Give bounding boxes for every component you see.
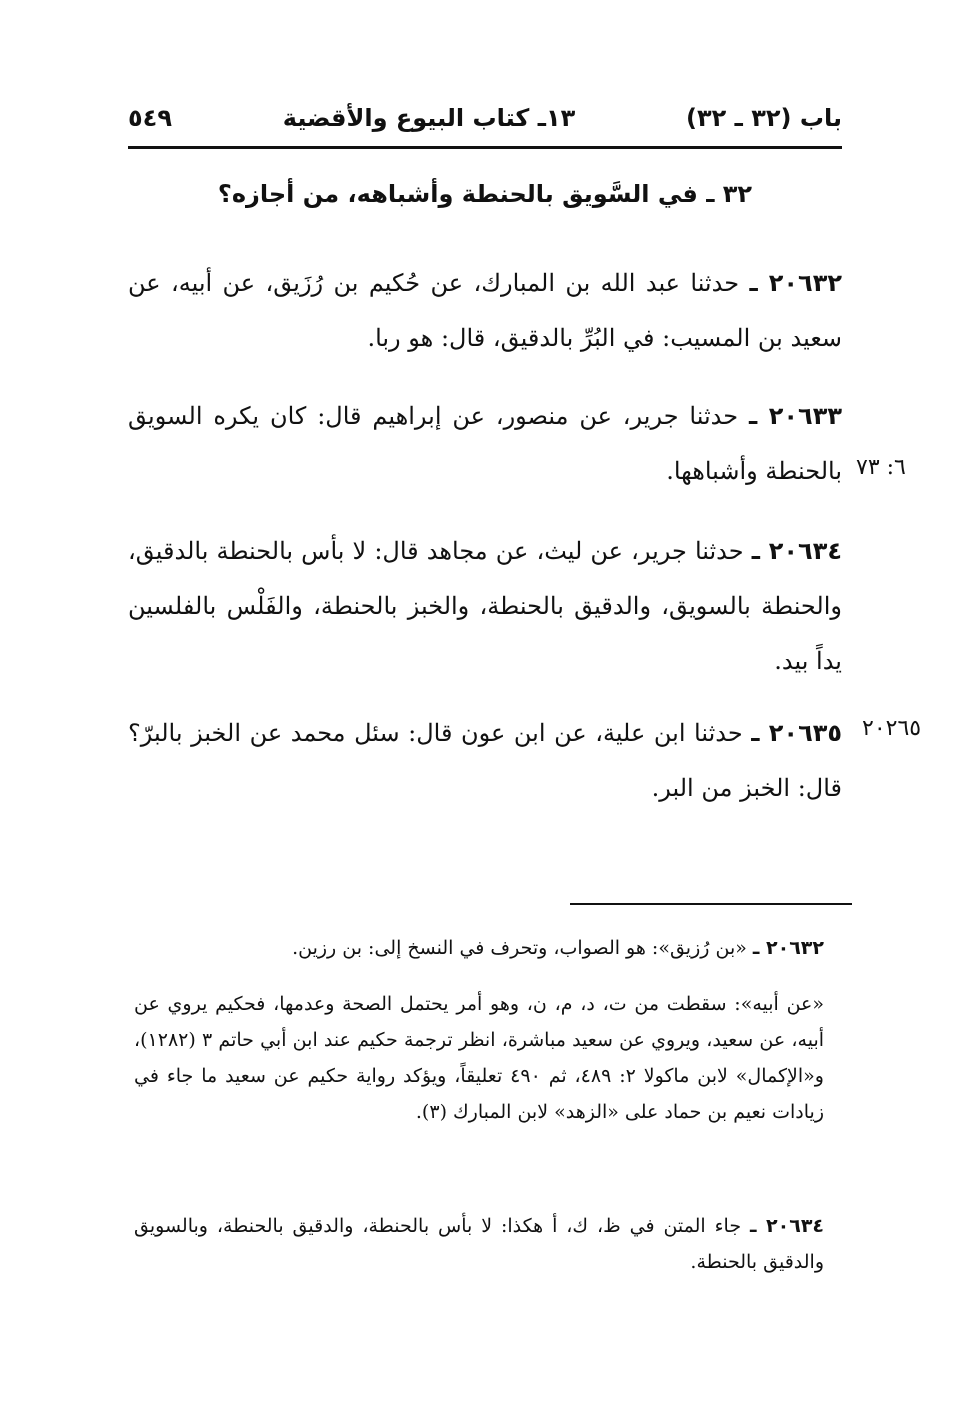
hadith-number: ٢٠٦٣٢ ـ <box>749 269 842 297</box>
hadith-number: ٢٠٦٣٥ ـ <box>751 719 843 747</box>
hadith-text: حدثنا عبد الله بن المبارك، عن حُكيم بن رُزَيق، عن أبيه، عن سعيد بن المسيب: في البُرِّ بالدقيق، قال: هو ربا. <box>128 269 842 352</box>
footnote <box>134 930 824 966</box>
margin-reference: ٦: ٧٣ <box>856 455 906 480</box>
page-number: ٥٤٩ <box>128 104 172 132</box>
chapter-title: ٣٢ ـ في السَّويق بالحنطة وأشباهه، من أجازه؟ <box>217 180 753 208</box>
footnote-text: «بن رُزيق»: هو الصواب، وتحرف في النسخ إلى: بن رزين. <box>292 937 747 959</box>
chapter-reference: باب (٣٢ ـ ٣٢) <box>686 104 842 132</box>
header-rule <box>128 146 842 149</box>
footnote-number: ٢٠٦٣٤ ـ <box>750 1215 825 1237</box>
hadith-entry <box>128 256 842 366</box>
hadith-text: حدثنا جرير، عن منصور، عن إبراهيم قال: كان يكره السويق بالحنطة وأشباهها. <box>128 402 842 485</box>
footnote-separator <box>570 903 852 905</box>
hadith-text: حدثنا جرير، عن ليث، عن مجاهد قال: لا بأس بالحنطة بالدقيق، والحنطة بالسويق، والدقيق بالحنطة، والخبز بالحنطة، والفَلْس بالفلسين يداً بيد. <box>128 537 842 675</box>
running-header <box>128 92 842 132</box>
hadith-number: ٢٠٦٣٣ ـ <box>748 402 842 430</box>
hadith-entry <box>128 524 842 689</box>
footnote <box>134 1208 824 1280</box>
hadith-entry <box>128 706 842 816</box>
footnote-number: ٢٠٦٣٢ ـ <box>752 937 824 959</box>
margin-reference: ٢٠٢٦٥ <box>862 716 922 741</box>
hadith-entry <box>128 389 842 499</box>
book-title: ١٣ـ كتاب البيوع والأقضية <box>282 104 576 132</box>
footnote-text: «عن أبيه»: سقطت من ت، د، م، ن، وهو أمر يحتمل الصحة وعدمها، فحكيم يروي عن أبيه، عن سعيد، ويروي عن سعيد مباشرة، انظر ترجمة حكيم عند ابن أبي حاتم ٣ (١٢٨٢)، و«الإكمال» لابن ماكولا ٢: ٤٨٩، ثم ٤٩٠ تعليقاً، ويؤكد رواية حكيم عن سعيد ما جاء في زيادات نعيم بن حماد على «الزهد» لابن المبارك (٣). <box>134 993 825 1123</box>
hadith-number: ٢٠٦٣٤ ـ <box>751 537 842 565</box>
footnote-text: جاء المتن في ظ، ك، أ هكذا: لا بأس بالحنطة، والدقيق بالحنطة، وبالسويق والدقيق بالحنطة. <box>134 1215 824 1273</box>
footnote <box>134 986 824 1130</box>
hadith-text: حدثنا ابن علية، عن ابن عون قال: سئل محمد عن الخبز بالبرّ؟ قال: الخبز من البر. <box>128 719 842 802</box>
